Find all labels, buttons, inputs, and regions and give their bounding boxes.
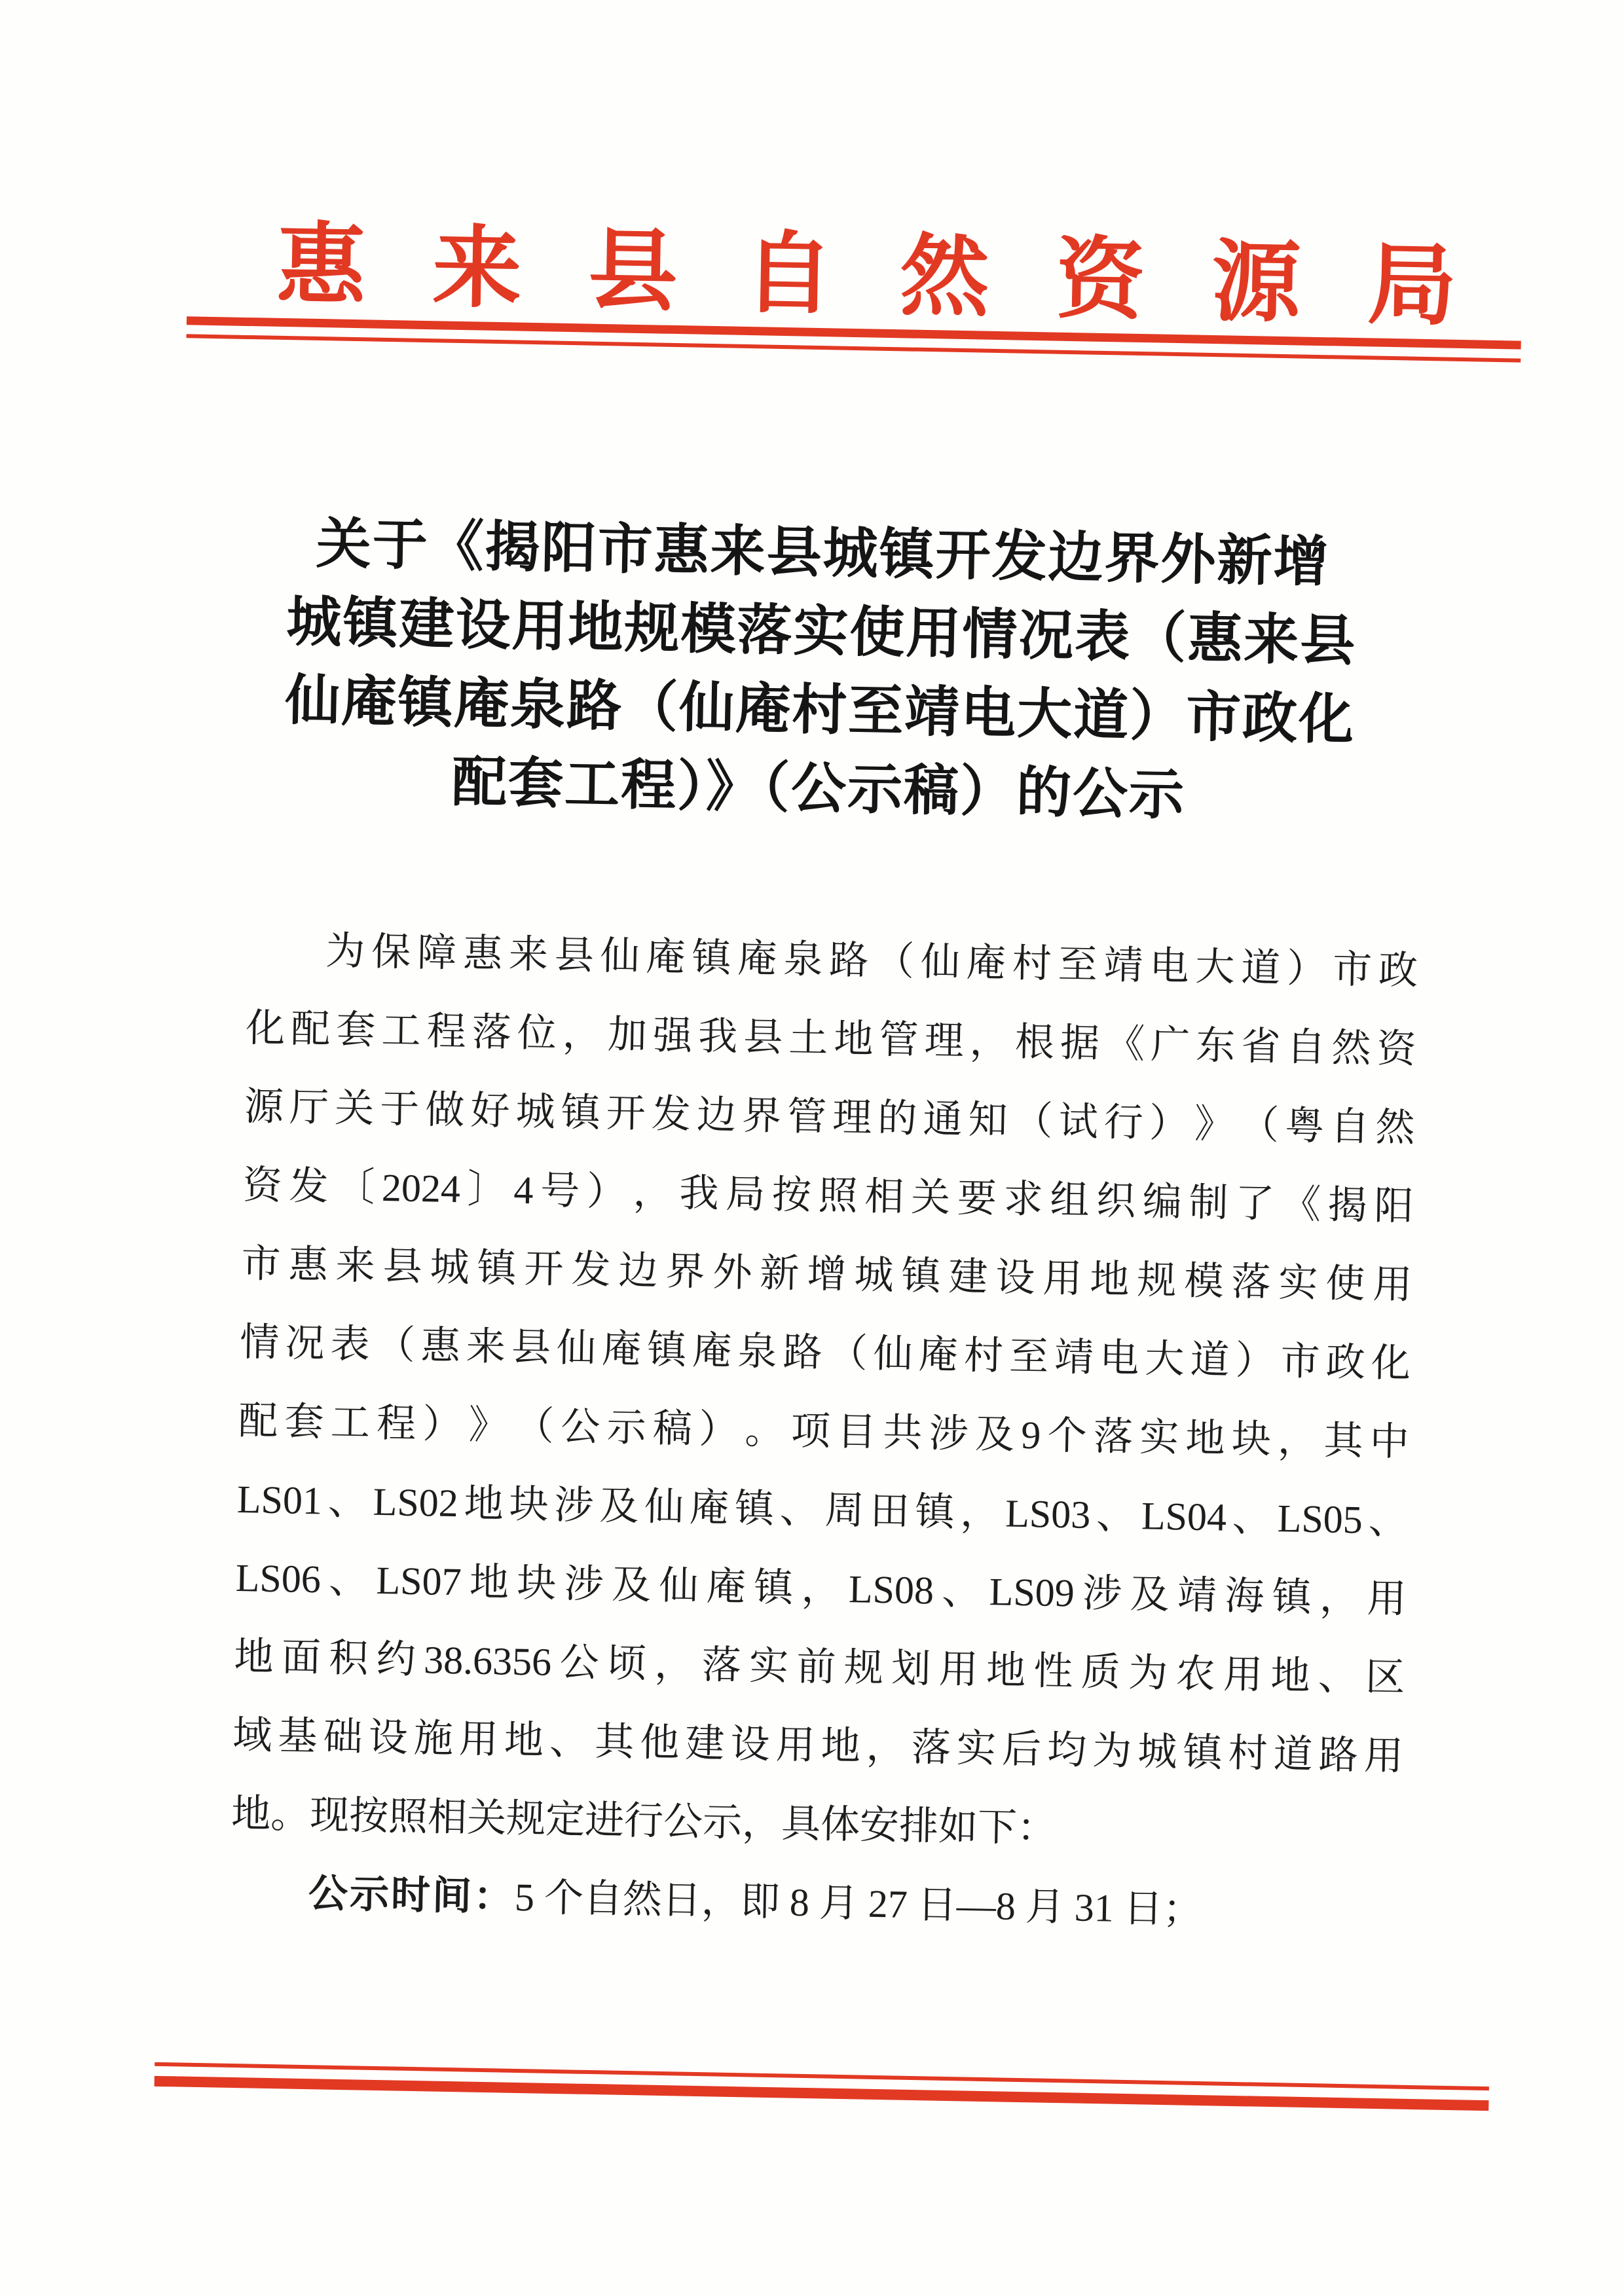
body-line: 配 套 工 程 ） 》 （ 公 示 稿 ） 。 项 目 共 涉 及 9 个 落 实 地 块 ， 其 中 <box>238 1399 1410 1464</box>
body-line: 地。现按照相关规定进行公示，具体安排如下： <box>231 1791 1057 1851</box>
body-line: 域 基 础 设 施 用 地 、 其 他 建 设 用 地 ， 落 实 后 均 为 城 镇 村 道 路 用 <box>232 1713 1404 1778</box>
red-rule-bottom-thick <box>155 2076 1489 2111</box>
title-line: 城镇建设用地规模落实使用情况表（惠来县 <box>286 592 1357 673</box>
body-line: 化 配 套 工 程 落 位 ， 加 强 我 县 土 地 管 理 ， 根 据 《 广 东 省 自 然 资 <box>245 1006 1417 1071</box>
document-body <box>229 910 1418 1953</box>
body-line: 情 况 表 （ 惠 来 县 仙 庵 镇 庵 泉 路 （ 仙 庵 村 至 靖 电 大 道 ） 市 政 化 <box>239 1321 1411 1385</box>
agency-letterhead: 惠 来 县 自 然 资 源 局 <box>276 216 1458 337</box>
body-line: 资 发 〔 2024 〕 4 号 ） ， 我 局 按 照 相 关 要 求 组 织 编 制 了 《 揭 阳 <box>242 1163 1414 1228</box>
body-line: 市 惠 来 县 城 镇 开 发 边 界 外 新 增 城 镇 建 设 用 地 规 模 落 实 使 用 <box>241 1242 1412 1307</box>
body-line: LS01 、 LS02 地 块 涉 及 仙 庵 镇 、 周 田 镇 ， LS03 、 LS04 、 LS05 、 <box>236 1478 1409 1542</box>
title-line: 配套工程）》（公示稿）的公示 <box>451 752 1186 827</box>
schedule-label: 公示时间： <box>308 1871 515 1919</box>
title-line: 关于《揭阳市惠来县城镇开发边界外新增 <box>315 513 1331 594</box>
body-line: LS06 、 LS07 地 块 涉 及 仙 庵 镇 ， LS08 、 LS09 涉 及 靖 海 镇 ， 用 <box>235 1556 1407 1621</box>
body-line: 为 保 障 惠 来 县 仙 庵 镇 庵 泉 路 （ 仙 庵 村 至 靖 电 大 道 ） 市 政 <box>325 929 1418 993</box>
title-line: 仙庵镇庵泉路（仙庵村至靖电大道）市政化 <box>284 670 1356 752</box>
body-line: 地 面 积 约 38.6356 公 顷 ， 落 实 前 规 划 用 地 性 质 为 农 用 地 、 区 <box>234 1634 1405 1700</box>
schedule-text: 5 个自然日，即 8 月 27 日—8 月 31 日； <box>514 1875 1203 1932</box>
body-line: 源 厅 关 于 做 好 城 镇 开 发 边 界 管 理 的 通 知 （ 试 行 ） 》 （ 粤 自 然 <box>244 1085 1416 1150</box>
document-title <box>229 504 1412 840</box>
